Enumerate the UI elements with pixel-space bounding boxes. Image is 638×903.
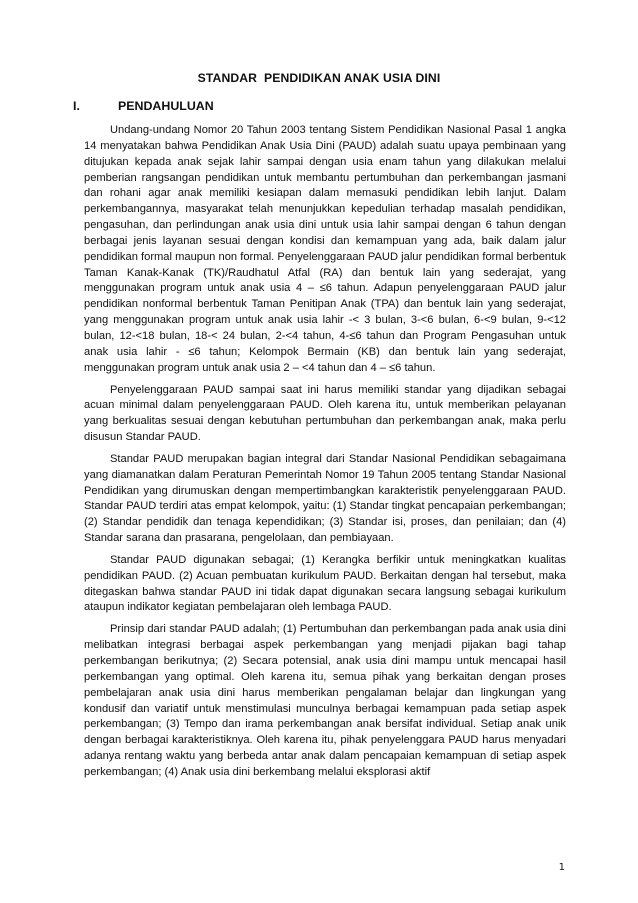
paragraph-3: Standar PAUD merupakan bagian integral dari Standar Nasional Pendidikan sebagaimana yang diamanatkan dalam Peraturan Pemerintah Nomor 19 Tahun 2005 tentang Standar Nasional Pendidikan yang dirumuskan dengan mempertimbangkan karakteristik penyelenggaraan PAUD. Standar PAUD terdiri atas empat kelompok, yaitu: (1) Standar tingkat pencapaian perkembangan; (2) Standar pendidik dan tenaga kependidikan; (3) Standar isi, proses, dan penilaian; dan (4) Standar sarana dan prasarana, pengelolaan, dan pembiayaan. bbox=[84, 452, 566, 545]
paragraph-5: Prinsip dari standar PAUD adalah; (1) Pertumbuhan dan perkembangan pada anak usia dini melibatkan integrasi berbagai aspek perkembangan yang menjadi pijakan bagi tahap perkembangan berikutnya; (2) Secara potensial, anak usia dini mampu untuk mencapai hasil perkembangan yang optimal. Oleh karena itu, semua pihak yang berkaitan dengan proses pembelajaran anak usia dini harus memberikan pengalaman belajar dan lingkungan yang kondusif dan variatif untuk menstimulasi munculnya berbagai kemampuan pada setiap aspek perkembangan; (3) Tempo dan irama perkembangan anak bersifat individual. Setiap anak unik dengan berbagai karakteristiknya. Oleh karena itu, pihak penyelenggara PAUD harus menyadari adanya rentang waktu yang berbeda antar anak dalam pencapaian kemampuan di setiap aspek perkembangan; (4) Anak usia dini berkembang melalui eksplorasi aktif bbox=[84, 623, 566, 778]
document-title: STANDAR PENDIDIKAN ANAK USIA DINI bbox=[197, 71, 441, 85]
paragraph-4: Standar PAUD digunakan sebagai; (1) Kerangka berfikir untuk meningkatkan kualitas pendidikan PAUD. (2) Acuan pembuatan kurikulum PAUD. Berkaitan dengan hal tersebut, maka ditegaskan bahwa standar PAUD ini tidak dapat digunakan secara langsung sebagai kurikulum ataupun indikator kegiatan pembelajaran oleh lembaga PAUD. bbox=[84, 553, 566, 614]
body-text bbox=[84, 123, 566, 787]
paragraph-2: Penyelenggaraan PAUD sampai saat ini harus memiliki standar yang dijadikan sebagai acuan minimal dalam penyelenggaraan PAUD. Oleh karena itu, untuk memberikan pelayanan yang berkualitas sesuai dengan kebutuhan pertumbuhan dan perkembangan anak, maka perlu disusun Standar PAUD. bbox=[84, 383, 566, 444]
page-number: 1 bbox=[558, 862, 565, 873]
section-number: I. bbox=[73, 99, 80, 113]
section-heading bbox=[73, 99, 214, 113]
paragraph-1: Undang-undang Nomor 20 Tahun 2003 tentang Sistem Pendidikan Nasional Pasal 1 angka 14 menyatakan bahwa Pendidikan Anak Usia Dini (PAUD) adalah suatu upaya pembinaan yang ditujukan kepada anak sejak lahir sampai dengan usia enam tahun yang dilakukan melalui pemberian rangsangan pendidikan untuk membantu pertumbuhan dan perkembangan jasmani dan rohani agar anak memiliki kesiapan dalam memasuki pendidikan lebih lanjut. Dalam perkembangannya, masyarakat telah menunjukkan kepedulian terhadap masalah pendidikan, pengasuhan, dan perlindungan anak usia dini untuk usia lahir sampai dengan 6 tahun dengan berbagai jenis layanan sesuai dengan kondisi dan kemampuan yang ada, baik dalam jalur pendidikan formal maupun non formal. Penyelenggaraan PAUD jalur pendidikan formal berbentuk Taman Kanak-Kanak (TK)/Raudhatul Atfal (RA) dan bentuk lain yang sederajat, yang menggunakan program untuk anak usia 4 – ≤6 tahun. Adapun penyelenggaraan PAUD jalur pendidikan nonformal berbentuk Taman Penitipan Anak (TPA) dan bentuk lain yang sederajat, yang menggunakan program untuk anak usia lahir -< 3 bulan, 3-<6 bulan, 6-<9 bulan, 9-<12 bulan, 12-<18 bulan, 18-< 24 bulan, 2-<4 tahun, 4-≤6 tahun dan Program Pengasuhan untuk anak usia lahir - ≤6 tahun; Kelompok Bermain (KB) dan bentuk lain yang sederajat, menggunakan program untuk anak usia 2 – <4 tahun dan 4 – ≤6 tahun. bbox=[84, 124, 566, 374]
section-heading-text: PENDAHULUAN bbox=[118, 99, 214, 113]
